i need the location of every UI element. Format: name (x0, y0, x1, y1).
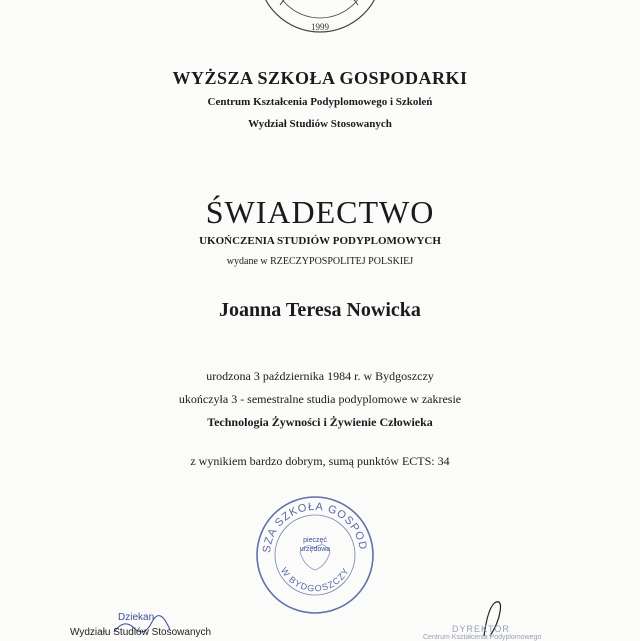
university-seal (240, 0, 400, 40)
study-field: Technologia Żywności i Żywienie Człowieka (207, 415, 433, 429)
director-title: DYREKTOR (452, 624, 510, 634)
stamp-bottom-text: W BYDGOSZCZY (278, 565, 352, 594)
recipient-name: Joanna Teresa Nowicka (219, 299, 421, 321)
birth-line: urodzona 3 października 1984 r. w Bydgoszczy (206, 369, 434, 383)
completion-line: ukończyła 3 - semestralne studia podyplomowe w zakresie (178, 392, 462, 406)
stamp-icon (252, 492, 378, 618)
seal-ring-icon (240, 0, 400, 40)
official-stamp (252, 492, 378, 618)
dean-title: Dziekan (118, 612, 155, 623)
result-line: z wynikiem bardzo dobrym, sumą punktów ECTS: 34 (190, 454, 450, 468)
faculty-name: Wydział Studiów Stosowanych (248, 118, 392, 130)
issued-note: wydane w RZECZYPOSPOLITEJ POLSKIEJ (226, 256, 414, 267)
stamp-top-text: SZA SZKOŁA GOSPOD (260, 500, 369, 554)
seal-year: 1999 (311, 22, 329, 32)
dean-department: Wydziału Studiów Stosowanych (70, 627, 212, 638)
stamp-center-text: pieczęć urzędowa (299, 537, 331, 553)
school-name: WYŻSZA SZKOŁA GOSPODARKI (172, 68, 468, 88)
director-unit: Centrum Kształcenia Podyplomowego (423, 634, 542, 641)
certificate-title: ŚWIADECTWO (205, 194, 435, 230)
certificate-subtitle: UKOŃCZENIA STUDIÓW PODYPLOMOWYCH (199, 235, 441, 247)
center-name: Centrum Kształcenia Podyplomowego i Szkoleń (207, 96, 433, 108)
